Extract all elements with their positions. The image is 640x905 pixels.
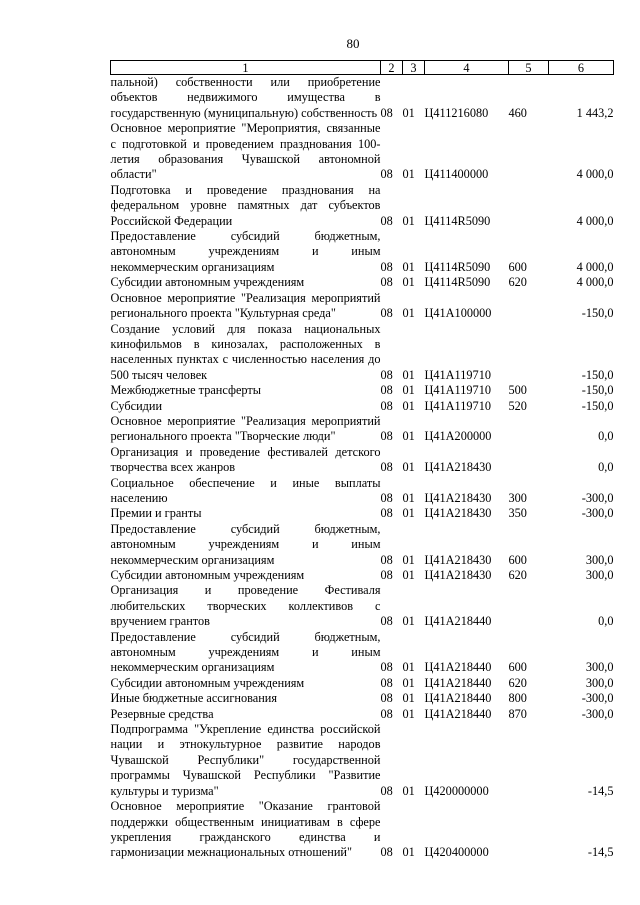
row-subsection: 01 (402, 398, 415, 413)
table-row (111, 399, 614, 414)
row-name: Предоставление субсидий бюджетным, автономным учреждениям и иным некоммерческим организациям (110, 229, 381, 274)
row-amount: 1 443,2 (576, 105, 614, 120)
row-name: Иные бюджетные ассигнования (110, 691, 278, 706)
row-section: 08 (380, 398, 393, 413)
row-target-article: Ц420400000 (424, 845, 489, 860)
table-row (111, 229, 614, 275)
row-name: Субсидии автономным учреждениям (110, 568, 305, 582)
row-target-article: Ц41A218430 (424, 552, 492, 567)
row-amount: 4 000,0 (576, 259, 614, 274)
row-target-article: Ц41A218430 (424, 568, 492, 582)
row-expense-type (509, 799, 549, 861)
row-section: 08 (380, 167, 393, 182)
row-amount: -150,0 (581, 383, 614, 398)
row-subsection: 01 (402, 675, 415, 690)
row-name: Резервные средства (110, 706, 214, 721)
table-row (111, 275, 614, 290)
row-name: Организация и проведение фестивалей детского творчества всех жанров (110, 444, 381, 475)
row-expense-type: 600 (508, 660, 527, 675)
row-expense-type (509, 445, 549, 476)
row-amount: 4 000,0 (576, 213, 614, 228)
row-section: 08 (380, 105, 393, 120)
row-amount: -150,0 (581, 367, 614, 382)
header-row (111, 61, 614, 75)
row-name: пальной) собственности или приобретение объектов недвижимого имущества в государственную (муниципальную) собственность (110, 75, 381, 120)
row-amount: -300,0 (581, 706, 614, 721)
row-target-article: Ц41A218440 (424, 675, 492, 690)
row-name: Создание условий для показа национальных кинофильмов в кинозалах, расположенных в населенных пунктах с численностью населения до 500 тысяч человек (110, 321, 381, 382)
row-target-article: Ц41A218430 (424, 460, 492, 475)
row-expense-type: 460 (508, 105, 527, 120)
row-name: Основное мероприятие "Реализация мероприятий регионального проекта "Творческие люди" (110, 413, 381, 444)
row-expense-type: 500 (508, 383, 527, 398)
row-amount: 0,0 (598, 429, 614, 444)
header-col-target-article: 4 (425, 61, 509, 75)
table-row (111, 183, 614, 229)
row-section: 08 (380, 429, 393, 444)
row-section: 08 (380, 275, 393, 290)
row-expense-type (509, 722, 549, 799)
row-section: 08 (380, 259, 393, 274)
row-expense-type: 870 (508, 706, 527, 721)
row-subsection: 01 (402, 845, 415, 860)
row-subsection: 01 (402, 306, 415, 321)
row-subsection: 01 (402, 259, 415, 274)
row-name: Субсидии автономным учреждениям (110, 275, 305, 290)
row-section: 08 (380, 552, 393, 567)
row-expense-type (509, 183, 549, 229)
row-section: 08 (380, 306, 393, 321)
header-col-amount: 6 (549, 61, 614, 75)
row-amount: 300,0 (585, 675, 614, 690)
table-row (111, 121, 614, 183)
table-row (111, 722, 614, 799)
row-name: Организация и проведение Фестиваля любительских творческих коллективов с вручением грантов (110, 583, 381, 629)
row-target-article: Ц41A218430 (424, 490, 492, 505)
row-subsection: 01 (402, 568, 415, 582)
row-name: Основное мероприятие "Мероприятия, связанные с подготовкой и проведением празднования 100-летия образования Чувашской автономной области" (110, 121, 381, 182)
row-target-article: Ц411400000 (424, 167, 489, 182)
row-name: Предоставление субсидий бюджетным, автономным учреждениям и иным некоммерческим организациям (110, 521, 381, 567)
row-amount: 4 000,0 (576, 167, 614, 182)
row-section: 08 (380, 706, 393, 721)
row-expense-type (509, 583, 549, 629)
row-subsection: 01 (402, 660, 415, 675)
row-target-article: Ц41A218440 (424, 614, 492, 629)
row-amount: -300,0 (581, 506, 614, 521)
row-target-article: Ц420000000 (424, 783, 489, 798)
row-section: 08 (380, 783, 393, 798)
row-section: 08 (380, 845, 393, 860)
row-subsection: 01 (402, 460, 415, 475)
row-subsection: 01 (402, 783, 415, 798)
row-subsection: 01 (402, 105, 415, 120)
table-row (111, 630, 614, 676)
table-row (111, 75, 614, 122)
row-amount: 300,0 (585, 568, 614, 582)
table-row (111, 707, 614, 722)
row-name: Подпрограмма "Укрепление единства российской нации и этнокультурное развитие народов Чувашской Республики" государственной программы Чувашской Республики "Развитие культуры и туризма" (110, 722, 381, 798)
table-row (111, 506, 614, 521)
row-expense-type (509, 121, 549, 183)
table-row (111, 799, 614, 861)
row-amount: 0,0 (598, 460, 614, 475)
table-row (111, 676, 614, 691)
row-amount: -300,0 (581, 691, 614, 706)
table-row (111, 322, 614, 384)
row-subsection: 01 (402, 429, 415, 444)
header-col-subsection: 3 (403, 61, 425, 75)
row-amount: -300,0 (581, 490, 614, 505)
row-subsection: 01 (402, 367, 415, 382)
row-amount: -150,0 (581, 306, 614, 321)
row-section: 08 (380, 383, 393, 398)
row-name: Основное мероприятие "Реализация мероприятий регионального проекта "Культурная среда" (110, 290, 381, 321)
table-row (111, 414, 614, 445)
row-name: Межбюджетные трансферты (110, 383, 262, 398)
row-amount: 300,0 (585, 660, 614, 675)
row-target-article: Ц411216080 (424, 105, 489, 120)
row-target-article: Ц41A218440 (424, 706, 492, 721)
row-name: Основное мероприятие "Оказание грантовой поддержки общественным инициативам в сфере укрепления гражданского единства и гармонизации межнациональных отношений" (110, 799, 381, 860)
table-body (111, 75, 614, 861)
row-amount: -150,0 (581, 398, 614, 413)
row-target-article: Ц41A200000 (424, 429, 492, 444)
row-section: 08 (380, 213, 393, 228)
row-expense-type: 350 (508, 506, 527, 521)
row-expense-type: 620 (508, 568, 527, 582)
row-amount: 4 000,0 (576, 275, 614, 290)
row-subsection: 01 (402, 552, 415, 567)
row-section: 08 (380, 568, 393, 582)
row-name: Субсидии автономным учреждениям (110, 675, 305, 690)
table-row (111, 445, 614, 476)
row-expense-type: 620 (508, 275, 527, 290)
row-target-article: Ц41A119710 (424, 398, 491, 413)
row-subsection: 01 (402, 506, 415, 521)
row-expense-type: 520 (508, 398, 527, 413)
row-section: 08 (380, 506, 393, 521)
row-subsection: 01 (402, 490, 415, 505)
row-subsection: 01 (402, 706, 415, 721)
row-name: Предоставление субсидий бюджетным, автономным учреждениям и иным некоммерческим организациям (110, 629, 381, 675)
row-name: Социальное обеспечение и иные выплаты населению (110, 475, 381, 505)
row-subsection: 01 (402, 167, 415, 182)
row-expense-type: 300 (508, 490, 527, 505)
table-row (111, 383, 614, 398)
header-col-section: 2 (381, 61, 403, 75)
row-name: Премии и гранты (110, 506, 202, 521)
budget-table (110, 60, 614, 861)
table-row (111, 476, 614, 507)
row-expense-type: 620 (508, 675, 527, 690)
row-expense-type (509, 322, 549, 384)
row-amount: -14,5 (587, 783, 614, 798)
row-target-article: Ц41A119710 (424, 367, 491, 382)
row-expense-type: 600 (508, 259, 527, 274)
row-target-article: Ц41A100000 (424, 306, 492, 321)
row-section: 08 (380, 490, 393, 505)
row-target-article: Ц4114R5090 (424, 275, 491, 290)
row-target-article: Ц41A218440 (424, 660, 492, 675)
row-section: 08 (380, 691, 393, 706)
page-number: 80 (346, 36, 360, 51)
row-section: 08 (380, 460, 393, 475)
row-target-article: Ц4114R5090 (424, 259, 491, 274)
row-subsection: 01 (402, 691, 415, 706)
header-col-name: 1 (111, 61, 381, 75)
row-expense-type (509, 291, 549, 322)
row-target-article: Ц41A218440 (424, 691, 492, 706)
row-target-article: Ц41A218430 (424, 506, 492, 521)
row-name: Субсидии (110, 398, 163, 413)
row-amount: -14,5 (587, 845, 614, 860)
table-row (111, 291, 614, 322)
row-target-article: Ц4114R5090 (424, 213, 491, 228)
table-row (111, 568, 614, 583)
row-subsection: 01 (402, 383, 415, 398)
table-row (111, 522, 614, 568)
row-section: 08 (380, 660, 393, 675)
row-subsection: 01 (402, 213, 415, 228)
header-col-expense-type: 5 (509, 61, 549, 75)
row-section: 08 (380, 367, 393, 382)
row-expense-type: 600 (508, 552, 527, 567)
row-name: Подготовка и проведение празднования на федеральном уровне памятных дат субъектов Российской Федерации (110, 182, 381, 228)
row-target-article: Ц41A119710 (424, 383, 491, 398)
table-header (111, 61, 614, 75)
row-expense-type: 800 (508, 691, 527, 706)
row-subsection: 01 (402, 275, 415, 290)
row-expense-type (509, 414, 549, 445)
row-section: 08 (380, 614, 393, 629)
row-subsection: 01 (402, 614, 415, 629)
table-row (111, 583, 614, 629)
row-amount: 0,0 (598, 614, 614, 629)
row-section: 08 (380, 675, 393, 690)
table-row (111, 691, 614, 706)
row-amount: 300,0 (585, 552, 614, 567)
